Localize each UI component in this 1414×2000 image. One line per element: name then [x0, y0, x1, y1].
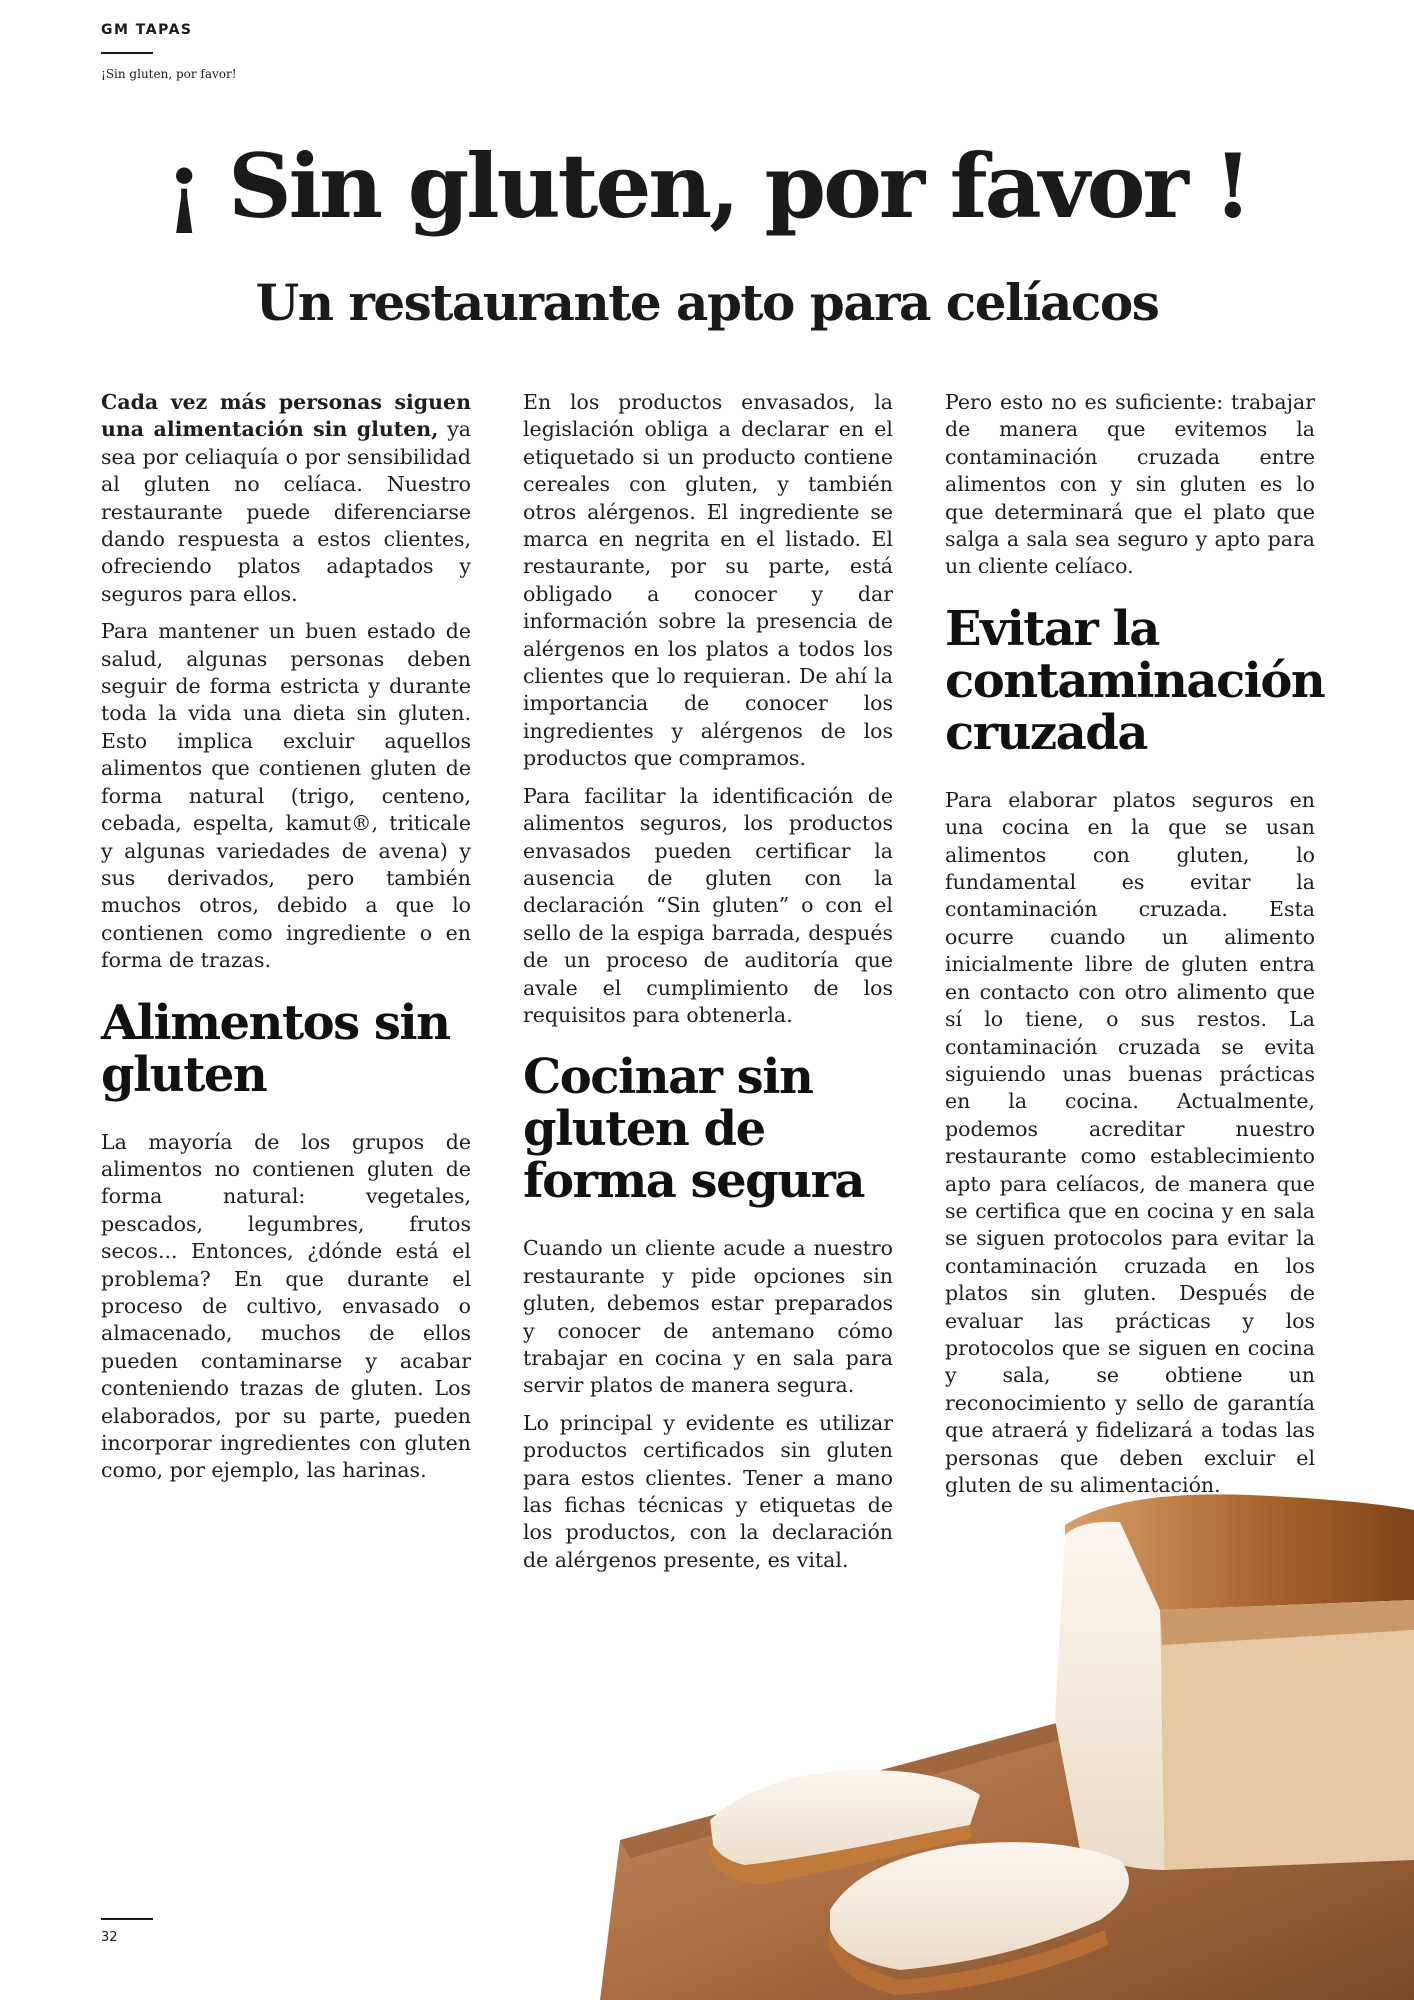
page-number: 32	[101, 1930, 118, 1945]
section-heading-contaminacion: Evitar la contaminación cruzada	[945, 600, 1325, 761]
text-column-1	[101, 389, 471, 1495]
lead-rest-text: ya sea por celiaquía o por sensibilidad al gluten no celíaca. Nuestro restaurante puede diferenciarse dando respuesta a estos clientes, ofreciendo platos adaptados y seguros para ellos.	[101, 417, 471, 606]
section-heading-cocinar: Cocinar sin gluten de forma segura	[523, 1049, 864, 1210]
section-heading-alimentos: Alimentos sin gluten	[101, 994, 450, 1103]
text-column-3	[945, 389, 1325, 1509]
paragraph: Para elaborar platos seguros en una cocina en la que se usan alimentos con gluten, lo fundamental es evitar la contaminación cruzada. Esta ocurre cuando un alimento inicialmente libre de gluten entra en contacto con otro alimento que sí lo tiene, o sus restos. La contaminación cruzada se evita siguiendo unas buenas prácticas en la cocina. Actualmente, podemos acreditar nuestro restaurante como establecimiento apto para celíacos, de manera que se certifica que en cocina y en sala se siguen protocolos para evitar la contaminación cruzada en los platos sin gluten. Después de evaluar las prácticas y los protocolos que se siguen en cocina y sala, se obtiene un reconocimiento y sello de garantía que atraerá y fidelizará a todas las personas que deben excluir el gluten de su alimentación.	[945, 787, 1315, 1497]
running-section-title: ¡Sin gluten, por favor!	[101, 67, 237, 81]
article-title: ¡ Sin gluten, por favor !	[164, 134, 1250, 238]
folio-rule	[101, 1918, 153, 1920]
paragraph: Cuando un cliente acude a nuestro restaurante y pide opciones sin gluten, debemos estar preparados y conocer de antemano cómo trabajar en cocina y en sala para servir platos de manera segura.	[523, 1236, 893, 1398]
lead-bold-text: Cada vez más personas siguen una alimentación sin gluten,	[101, 390, 471, 442]
kicker-rule	[101, 52, 153, 54]
paragraph: Para mantener un buen estado de salud, algunas personas deben seguir de forma estricta y durante toda la vida una dieta sin gluten. Esto implica excluir aquellos alimentos que contienen gluten de forma natural (trigo, centeno, cebada, espelta, kamut®, triticale y algunas variedades de avena) y sus derivados, pero también muchos otros, debido a que lo contienen como ingrediente o en forma de trazas.	[101, 619, 471, 973]
paragraph: Para facilitar la identificación de alimentos seguros, los productos envasados pueden certificar la ausencia de gluten con la declaración “Sin gluten” o con el sello de la espiga barrada, después de un proceso de auditoría que avale el cumplimiento de los requisitos para obtenerla.	[523, 783, 893, 1027]
text-column-2	[523, 389, 893, 1584]
paragraph: La mayoría de los grupos de alimentos no contienen gluten de forma natural: vegetales, pescados, legumbres, frutos secos... Entonces, ¿dónde está el problema? En que durante el proceso de cultivo, envasado o almacenado, muchos de ellos pueden contaminarse y acabar conteniendo trazas de gluten. Los elaborados, por su parte, pueden incorporar ingredientes con gluten como, por ejemplo, las harinas.	[101, 1129, 471, 1483]
lead-paragraph	[101, 389, 471, 608]
bread-photo	[560, 1440, 1414, 2000]
article-subtitle: Un restaurante apto para celíacos	[255, 273, 1159, 332]
paragraph: Lo principal y evidente es utilizar productos certificados sin gluten para estos clientes. Tener a mano las fichas técnicas y etiquetas de los productos, con la declaración de alérgenos presente, es vital.	[523, 1410, 893, 1572]
paragraph: Pero esto no es suficiente: trabajar de manera que evitemos la contaminación cruzada entre alimentos con y sin gluten es lo que determinará que el plato que salga a sala sea seguro y apto para un cliente celíaco.	[945, 390, 1315, 579]
publication-kicker: GM TAPAS	[101, 22, 193, 38]
paragraph: En los productos envasados, la legislación obliga a declarar en el etiquetado si un producto contiene cereales con gluten, y también otros alérgenos. El ingrediente se marca en negrita en el listado. El restaurante, por su parte, está obligado a conocer y dar información sobre la presencia de alérgenos en los platos a todos los clientes que lo requieran. De ahí la importancia de conocer los ingredientes y alérgenos de los productos que compramos.	[523, 390, 893, 771]
